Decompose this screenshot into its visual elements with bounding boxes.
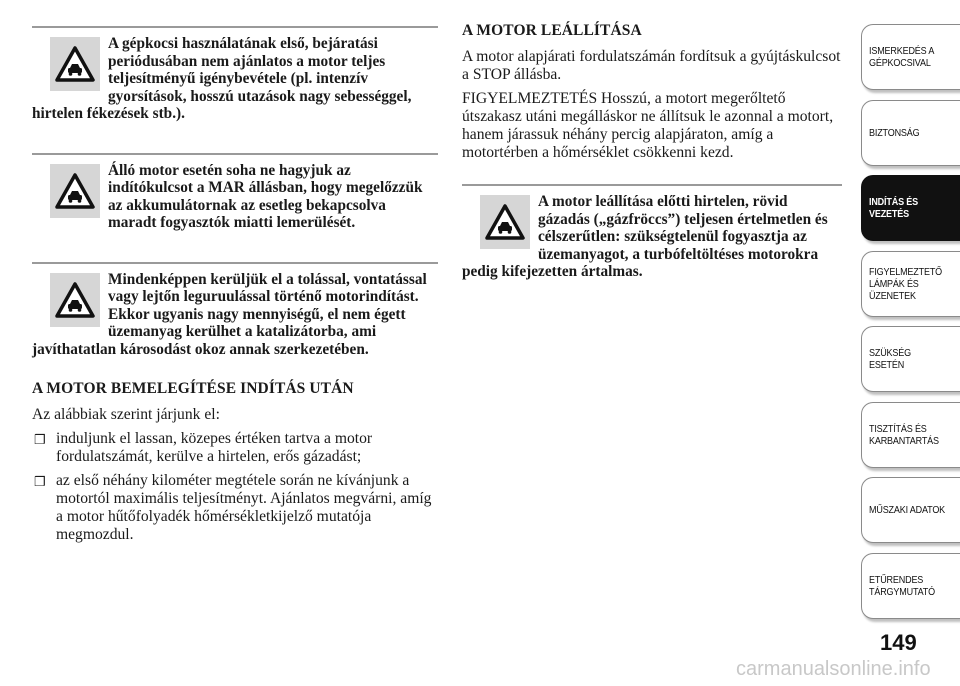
warning-box-1 — [32, 26, 438, 123]
figyelmeztetes-label: FIGYELMEZTETÉS — [462, 90, 598, 107]
bullet-list — [32, 430, 438, 544]
tab-inditas-es-vezetes[interactable]: INDÍTÁS ÉS VEZETÉS — [861, 175, 960, 241]
tab-ismerkedes[interactable]: ISMERKEDÉS A GÉPKOCSIVAL — [861, 24, 960, 90]
list-item: ❒ az első néhány kilométer megtétele során ne kívánjunk a motortól maximális teljesítményt. Ajánlatos megvárni, amíg a motor hűtőfolyadék hőmérsékletkijelző mutatója megmozdul. — [34, 472, 432, 543]
list-item: ❒ induljunk el lassan, közepes értéken tartva a motor fordulatszámát, kerülve a hirtelen, erős gázadást; — [34, 430, 373, 465]
watermark: carmanualsonline.info — [736, 658, 931, 680]
warning-triangle-car-icon — [50, 164, 100, 218]
warning-text-3: Mindenképpen kerüljük el a tolással, vontatással vagy lejtőn leguruulással történő motorindítást. Ekkor ugyanis nagy mennyiségű, el nem égett üzemanyag kerülhet a katalizátorba, ami javíthatatlan károsodást okoz annak szerkezetében. — [32, 270, 427, 358]
stop-paragraph: A motor alapjárati fordulatszámán fordítsuk a gyújtáskulcsot a STOP állásba. — [462, 48, 841, 83]
section-title-stop: A MOTOR LEÁLLÍTÁSA — [462, 22, 642, 39]
page-number: 149 — [880, 630, 917, 655]
warning-box-3 — [32, 262, 438, 359]
right-column — [462, 22, 842, 311]
figyelmeztetes-text: Hosszú, a motort megerőltető útszakasz utáni megálláskor ne állítsuk le azonnal a motort, hanem járassuk néhány percig alapjáraton, amíg a motortérben a hőmérséklet csökkenni kezd. — [462, 90, 834, 161]
warning-triangle-car-icon — [50, 37, 100, 91]
figyelmeztetes-paragraph — [462, 90, 842, 162]
warning-box-4 — [462, 184, 842, 281]
warning-triangle-car-icon — [50, 273, 100, 327]
tab-muszaki-adatok[interactable]: MŰSZAKI ADATOK — [861, 477, 960, 543]
warning-text-2: Álló motor esetén soha ne hagyjuk az indítókulcsot a MAR állásban, hogy megelőzzük az akkumulátornak az esetleg bekapcsolva maradt fogyasztók miatti lemerülését. — [108, 161, 423, 231]
chapter-tabs — [861, 24, 960, 628]
tab-figyelmezteto-lampak[interactable]: FIGYELMEZTETŐ LÁMPÁK ÉS ÜZENETEK — [861, 251, 960, 317]
section-title-warmup: A MOTOR BEMELEGÍTÉSE INDÍTÁS UTÁN — [32, 380, 354, 397]
checkbox-bullet-icon: ❒ — [34, 432, 46, 447]
checkbox-bullet-icon: ❒ — [34, 474, 46, 489]
warning-triangle-car-icon — [480, 195, 530, 249]
warning-text-4: A motor leállítása előtti hirtelen, rövid gázadás („gázfröccs”) teljesen értelmetlen és célszerűtlen: szükségtelenül fogyasztja az üzemanyagot, a turbófeltöltéses motorokra pedig kifejezetten ártalmas. — [462, 193, 828, 280]
tab-targymutato[interactable]: ETŰRENDES TÁRGYMUTATÓ — [861, 553, 960, 619]
tab-szukseg-eseten[interactable]: SZÜKSÉG ESETÉN — [861, 326, 960, 392]
intro-text: Az alábbiak szerint járjunk el: — [32, 406, 220, 423]
left-column — [32, 26, 438, 550]
tab-biztonsag[interactable]: BIZTONSÁG — [861, 100, 960, 166]
tab-tisztitas-karbantartas[interactable]: TISZTÍTÁS ÉS KARBANTARTÁS — [861, 402, 960, 468]
warning-box-2 — [32, 153, 438, 232]
warning-text-1: A gépkocsi használatának első, bejáratási periódusában nem ajánlatos a motor teljes teljesítményű igénybevétele (pl. intenzív gyorsítások, hosszú utazások nagy sebességgel, hirtelen fékezések stb.). — [32, 35, 412, 122]
